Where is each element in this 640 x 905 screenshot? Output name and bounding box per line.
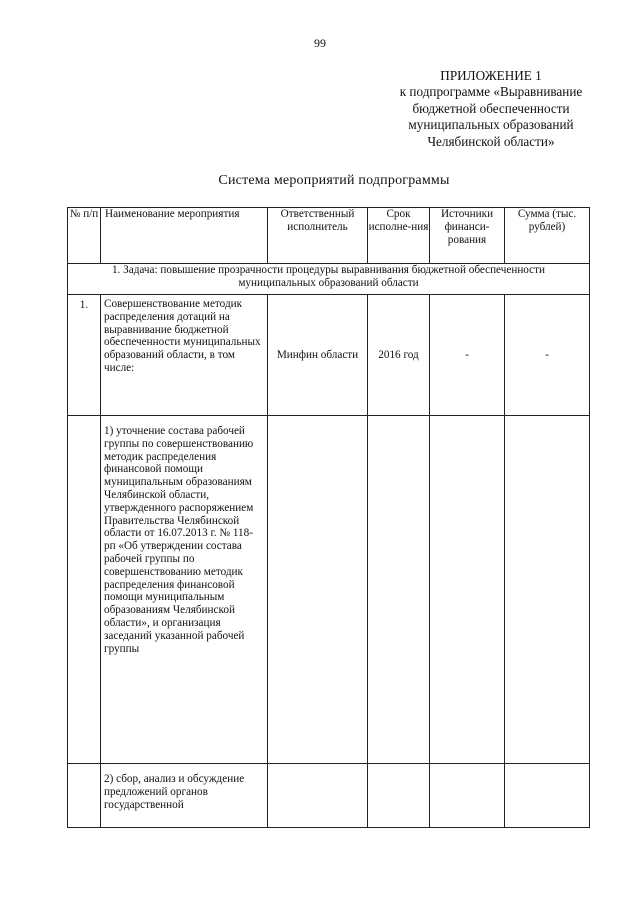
page-number: 99: [314, 36, 326, 50]
task-cell: [68, 264, 590, 295]
task-line-1: 1. Задача: повышение прозрачности процедуры выравнивания бюджетной обеспеченности: [111, 264, 546, 276]
header-sum: Сумма (тыс. рублей): [505, 208, 590, 264]
task-row: [68, 264, 590, 295]
appendix-line: ПРИЛОЖЕНИЕ 1: [440, 68, 542, 83]
row-name: Совершенствование методик распределения дотаций на выравнивание бюджетной обеспеченности муниципальных образований области, в том числе:: [101, 295, 268, 416]
table-row: [68, 764, 590, 828]
header-term: Срок исполне-ния: [368, 208, 430, 264]
measures-table: [67, 207, 590, 828]
row-sum: [505, 764, 590, 828]
row-sources: -: [430, 295, 505, 416]
row-term: [368, 764, 430, 828]
row-name: 1) уточнение состава рабочей группы по совершенствованию методик распределения финансовой помощи муниципальным образованиям Челябинской области, утвержденного распоряжением Правительства Челябинской области от 16.07.2013 г. № 118-рп «Об утверждении состава рабочей группы по совершенствованию методик распределения финансовой помощи муниципальным образованиям Челябинской области», и организация заседаний указанной рабочей группы: [101, 416, 268, 764]
row-sum: [505, 416, 590, 764]
row-num: [68, 764, 101, 828]
row-sources: [430, 764, 505, 828]
row-name: 2) сбор, анализ и обсуждение предложений органов государственной: [101, 764, 268, 828]
header-num: № п/п: [68, 208, 101, 264]
appendix-line: муниципальных образований: [408, 117, 574, 133]
document-title: Система мероприятий подпрограммы: [218, 173, 450, 188]
row-term: 2016 год: [368, 295, 430, 416]
header-name: Наименование мероприятия: [101, 208, 268, 264]
row-executor: [268, 764, 368, 828]
row-executor: Минфин области: [268, 295, 368, 416]
table-header-row: [68, 208, 590, 264]
row-sum: -: [505, 295, 590, 416]
row-num: 1.: [68, 295, 101, 416]
appendix-header: [376, 68, 606, 150]
table-row: [68, 295, 590, 416]
header-sources: Источники финанси-рования: [430, 208, 505, 264]
row-num: [68, 416, 101, 764]
task-line-2: муниципальных образований области: [238, 276, 419, 289]
appendix-line: Челябинской области»: [427, 133, 555, 149]
row-term: [368, 416, 430, 764]
row-executor: [268, 416, 368, 764]
appendix-line: бюджетной обеспеченности: [412, 100, 570, 116]
appendix-line: к подпрограмме «Выравнивание: [399, 84, 583, 100]
row-sources: [430, 416, 505, 764]
table-row: [68, 416, 590, 764]
header-executor: Ответственный исполнитель: [268, 208, 368, 264]
